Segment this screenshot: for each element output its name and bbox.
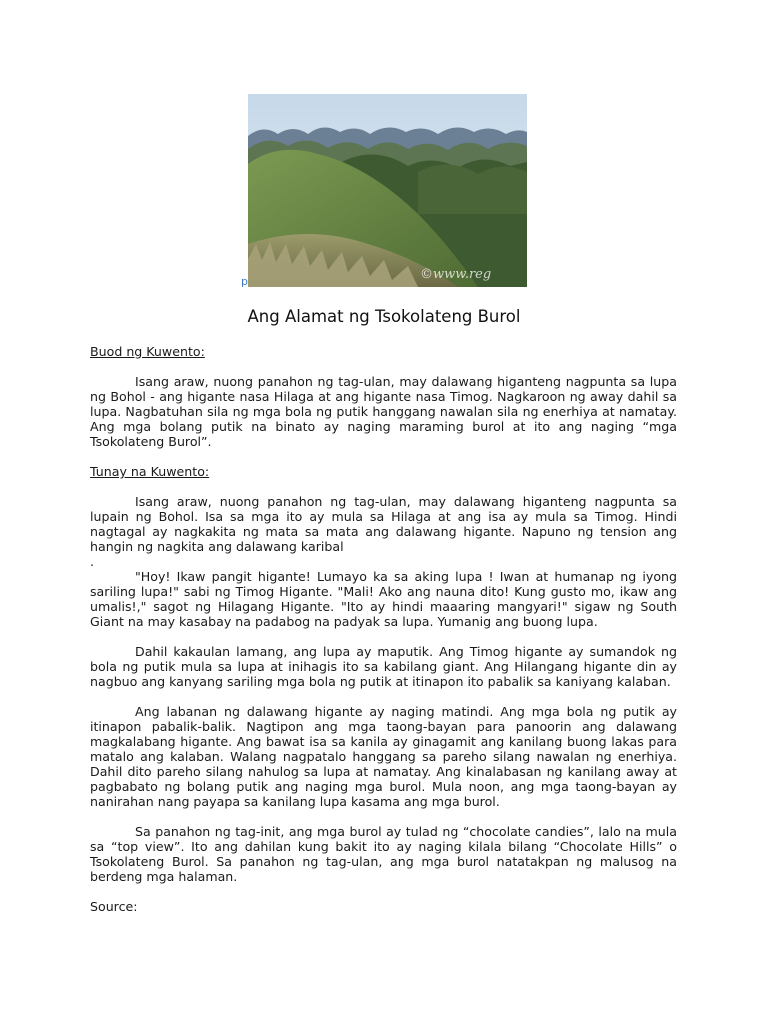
- photo-watermark: ©www.reg: [420, 267, 492, 282]
- story-paragraph-5: Sa panahon ng tag-init, ang mga burol ay tulad ng “chocolate candies”, lalo na mula sa “top view”. Ito ang dahilan kung bakit ito ay naging kilala bilang “Chocolate Hills” o Tsokolateng Burol. Sa panahon ng tag-ulan, ang mga burol natatakpan ng malusog na berdeng mga halaman.: [90, 824, 677, 884]
- true-story-heading: Tunay na Kuwento:: [90, 464, 210, 479]
- source-label: Source:: [90, 899, 138, 914]
- image-caption-link[interactable]: p: [241, 275, 248, 288]
- story-paragraph-2: "Hoy! Ikaw pangit higante! Lumayo ka sa aking lupa ! Iwan at humanap ng iyong sariling lupa!" sabi ng Timog Higante. "Mali! Ako ang nauna dito! Kung gusto mo, ikaw ang umalis!," sagot ng Hilagang Higante. "Ito ay hindi maaaring mangyari!" sigaw ng South Giant na may kasabay na padabog na padyak sa lupa. Yumanig ang buong lupa.: [90, 569, 677, 629]
- summary-paragraph: Isang araw, nuong panahon ng tag-ulan, may dalawang higanteng nagpunta sa lupa ng Bohol - ang higante nasa Hilaga at ang higante nasa Timog. Nagkaroon ng away dahil sa lupa. Nagbatuhan sila ng mga bola ng putik hanggang nawalan sila ng enerhiya at namatay. Ang mga bolang putik na binato ay naging maraming burol at ito ang naging “mga Tsokolateng Burol”.: [90, 374, 677, 449]
- chocolate-hills-photo: [248, 94, 527, 287]
- summary-heading: Buod ng Kuwento:: [90, 344, 205, 359]
- document-body: [90, 344, 677, 914]
- stray-dot: .: [90, 554, 95, 569]
- story-paragraph-4: Ang labanan ng dalawang higante ay naging matindi. Ang mga bola ng putik ay itinapon pabalik-balik. Nagtipon ang mga taong-bayan para panoorin ang dalawang magkalabang higante. Ang bawat isa sa kanila ay ginagamit ang kanilang buong lakas para matalo ang kalaban. Walang nagpatalo hanggang sa pareho silang nawalan ng enerhiya. Dahil dito pareho silang nahulog sa lupa at namatay. Ang kinalabasan ng kanilang away at pagbabato ng bolang putik ang naging mga burol. Mula noon, ang mga taong-bayan ay nanirahan nang payapa sa kanilang lupa kasama ang mga burol.: [90, 704, 677, 809]
- document-title: Ang Alamat ng Tsokolateng Burol: [247, 307, 521, 326]
- story-paragraph-1: Isang araw, nuong panahon ng tag-ulan, may dalawang higanteng nagpunta sa lupain ng Bohol. Isa sa mga ito ay mula sa Hilaga at ang isa ay mula sa Timog. Hindi nagtagal ay nagkakita ng mata sa mata ang dalawang higante. Napuno ng tension ang hangin ng nagkita ang dalawang karibal: [90, 494, 677, 554]
- story-paragraph-3: Dahil kakaulan lamang, ang lupa ay maputik. Ang Timog higante ay sumandok ng bola ng putik mula sa lupa at inihagis ito sa kabilang giant. Ang Hilangang higante din ay nagbuo ang kanyang sariling mga bola ng putik at itinapon ito pabalik sa kaniyang kalaban.: [90, 644, 677, 689]
